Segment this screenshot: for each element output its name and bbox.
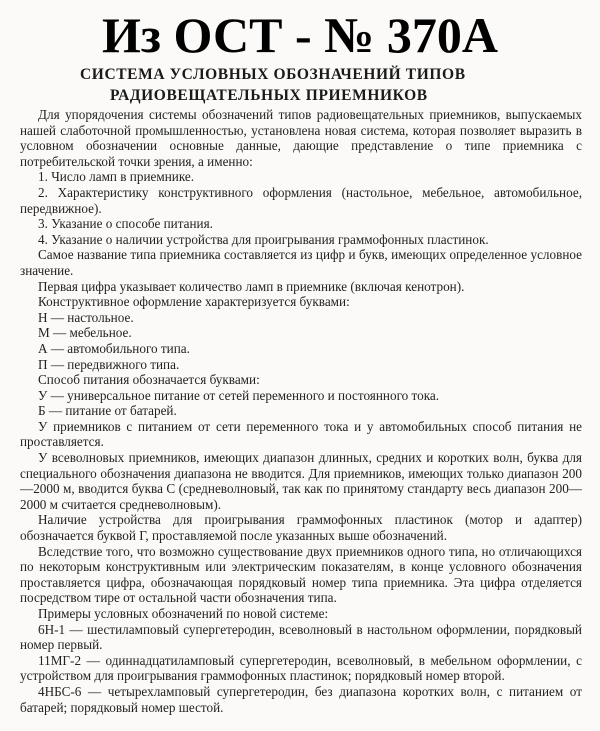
paragraph: Н — настольное. [38,309,134,325]
paragraph: Первая цифра указывает количество ламп в приемнике (включая кенотрон). [38,278,465,294]
paragraph: 3. Указание о способе питания. [38,216,213,232]
paragraph: Для упорядочения системы обозначений типов радиовещательных приемников, выпускаемых нашей слаботочной промышленностью, установлена новая система, которая позволяет выразить в условном обозначении основные данные, дающие представление о типе приемника с потребительской точки зрения, а именно: [20,107,582,169]
document-subtitle [80,64,560,106]
paragraph: Вследствие того, что возможно существование двух приемников одного типа, но отличающихся по некоторым конструктивным или электрическим показателям, в конце условного обозначения проставляется цифра, обозначающая порядковый номер типа приемника. Эта цифра отделяется посредством тире от остальной части обозначения типа. [20,543,582,606]
document-body [20,107,582,715]
subtitle-line-2: РАДИОВЕЩАТЕЛЬНЫХ ПРИЕМНИКОВ [110,87,428,104]
paragraph: 4НБС-6 — четырехламповый супергетеродин, без диапазона коротких волн, с питанием от батарей; порядковый номер шестой. [20,683,582,715]
paragraph: У — универсальное питание от сетей переменного и постоянного тока. [38,387,440,403]
paragraph: 6Н-1 — шестиламповый супергетеродин, всеволновый в настольном оформлении, порядковый номер первый. [20,621,582,653]
paragraph: У приемников с питанием от сети переменного тока и у автомобильных способ питания не проставляется. [20,418,582,450]
paragraph: Наличие устройства для проигрывания граммофонных пластинок (мотор и адаптер) обозначается буквой Г, проставляемой после указанных выше обозначений. [20,512,582,544]
paragraph: М — мебельное. [38,325,132,341]
paragraph: 1. Число ламп в приемнике. [38,169,195,185]
paragraph: Б — питание от батарей. [38,403,177,419]
paragraph: Примеры условных обозначений по новой системе: [38,606,329,621]
subtitle-line-1: СИСТЕМА УСЛОВНЫХ ОБОЗНАЧЕНИЙ ТИПОВ [80,66,466,83]
paragraph: Конструктивное оформление характеризуется буквами: [38,294,350,310]
paragraph: У всеволновых приемников, имеющих диапазон длинных, средних и коротких волн, буква для специального обозначения диапазона не вводится. Для приемников, имеющих только диапазон 200—2000 м, вводится буква С (средневолновый, так как по принятому стандарту весь диапазон 200—2000 м считается средневолновым). [20,450,582,512]
paragraph: Самое название типа приемника составляется из цифр и букв, имеющих определенное условное значение. [20,247,582,278]
paragraph: Способ питания обозначается буквами: [38,372,260,388]
paragraph: П — передвижного типа. [38,356,180,372]
document-title: Из ОСТ - № 370А [102,7,498,63]
paragraph: 4. Указание о наличии устройства для проигрывания граммофонных пластинок. [38,231,489,247]
paragraph: 2. Характеристику конструктивного оформления (настольное, мебельное, автомобильное, передвижное). [20,184,582,216]
paragraph: 11МГ-2 — одиннадцатиламповый супергетеродин, всеволновый, в мебельном оформлении, с устройством для проигрывания граммофонных пластинок; порядковый номер второй. [20,652,582,684]
paragraph: А — автомобильного типа. [38,340,190,356]
